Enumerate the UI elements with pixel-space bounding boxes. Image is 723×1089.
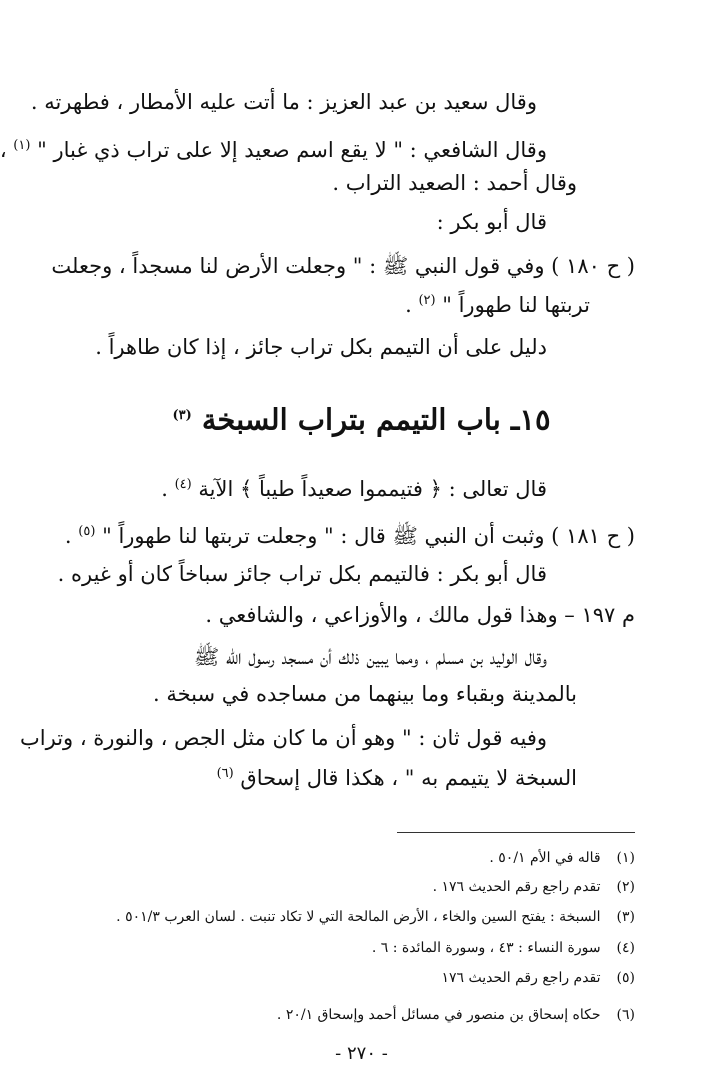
- line-text: قال تعالى : ﴿ فتيمموا صعيداً طيباً ﴾ الآية: [198, 477, 547, 501]
- footnote: [0, 967, 723, 989]
- text-line: [0, 559, 723, 589]
- line-text: م ١٩٧ – وهذا قول مالك ، والأوزاعي ، والشافعي .: [205, 603, 635, 627]
- text-line: [0, 87, 723, 117]
- line-text: دليل على أن التيمم بكل تراب جائز ، إذا كان طاهراً .: [95, 335, 547, 359]
- footnote: [0, 847, 723, 869]
- text-line: [0, 517, 723, 551]
- footnote-text: قاله في الأم ٥٠/١ .: [489, 850, 601, 866]
- footnote-number: (٤): [616, 940, 635, 956]
- line-text: قال أبو بكر :: [436, 210, 547, 234]
- line-text: بالمدينة وبقباء وما بينهما من مساجده في سبخة .: [153, 682, 577, 706]
- footnote: [0, 1004, 723, 1026]
- line-text: وقال الشافعي : " لا يقع اسم صعيد إلا على تراب ذي غبار ": [37, 138, 547, 162]
- text-line: [0, 470, 723, 504]
- footnote: [0, 937, 723, 959]
- text-line: [0, 131, 723, 165]
- line-tail: ،: [0, 138, 7, 162]
- text-line: [0, 642, 723, 672]
- footnote-text: تقدم راجع رقم الحديث ١٧٦: [441, 970, 601, 986]
- footnote: [0, 876, 723, 898]
- footnote-number: (١): [616, 850, 635, 866]
- footnote-number: (٣): [616, 909, 635, 925]
- line-text: السبخة لا يتيمم به " ، هكذا قال إسحاق: [240, 766, 577, 790]
- footnote-number: (٥): [616, 970, 635, 986]
- heading-text: ١٥ـ باب التيمم بتراب السبخة: [201, 402, 551, 437]
- text-line: [0, 251, 723, 281]
- footnote: [0, 906, 723, 928]
- footnote-number: (٦): [616, 1007, 635, 1023]
- text-line: [0, 723, 723, 753]
- text-line: [0, 332, 723, 362]
- footnote-text: تقدم راجع رقم الحديث ١٧٦ .: [432, 879, 601, 895]
- footnote-text: السبخة : يفتح السين والخاء ، الأرض المالحة التي لا تكاد تنبت . لسان العرب ٥٠١/٣ .: [116, 909, 601, 925]
- footnote-ref: (٥): [78, 524, 96, 539]
- line-text: ( ح ١٨١ ) وثبت أن النبي ﷺ قال : " وجعلت تربتها لنا طهوراً ": [102, 524, 635, 548]
- text-line: [0, 759, 723, 793]
- line-tail: .: [64, 524, 72, 548]
- line-text: ( ح ١٨٠ ) وفي قول النبي ﷺ : " وجعلت الأرض لنا مسجداً ، وجعلت: [51, 254, 635, 278]
- text-line: [0, 207, 723, 237]
- line-text: وقال الوليد بن مسلم ، ومما يبين ذلك أن مسجد رسول الله ﷺ: [193, 645, 547, 669]
- line-text: قال أبو بكر : فالتيمم بكل تراب جائز سباخاً كان أو غيره .: [57, 562, 547, 586]
- page-number: - ٢٧٠ -: [335, 1043, 388, 1064]
- line-text: وقال أحمد : الصعيد التراب .: [332, 171, 577, 195]
- line-text: تربتها لنا طهوراً ": [442, 293, 590, 317]
- footnote-divider: [397, 832, 635, 833]
- line-text: وفيه قول ثان : " وهو أن ما كان مثل الجص ، والنورة ، وتراب: [20, 726, 547, 750]
- footnote-text: سورة النساء : ٤٣ ، وسورة المائدة : ٦ .: [371, 940, 601, 956]
- section-heading: [0, 396, 723, 440]
- line-text: وقال سعيد بن عبد العزيز : ما أتت عليه الأمطار ، فطهرته .: [30, 90, 537, 114]
- footnote-number: (٢): [616, 879, 635, 895]
- footnote-ref: (٤): [174, 477, 192, 492]
- line-tail: .: [405, 293, 412, 317]
- text-line: [0, 168, 723, 198]
- text-line: [0, 679, 723, 709]
- footnote-ref: (٦): [216, 766, 234, 781]
- footnote-text: حكاه إسحاق بن منصور في مسائل أحمد وإسحاق ٢٠/١ .: [276, 1007, 601, 1023]
- footnote-ref: (١): [13, 138, 31, 153]
- line-tail: .: [161, 477, 168, 501]
- text-line: [0, 600, 723, 630]
- footnote-ref: (٢): [418, 293, 436, 308]
- footnote-ref: (٣): [172, 408, 192, 423]
- text-line: [0, 286, 723, 320]
